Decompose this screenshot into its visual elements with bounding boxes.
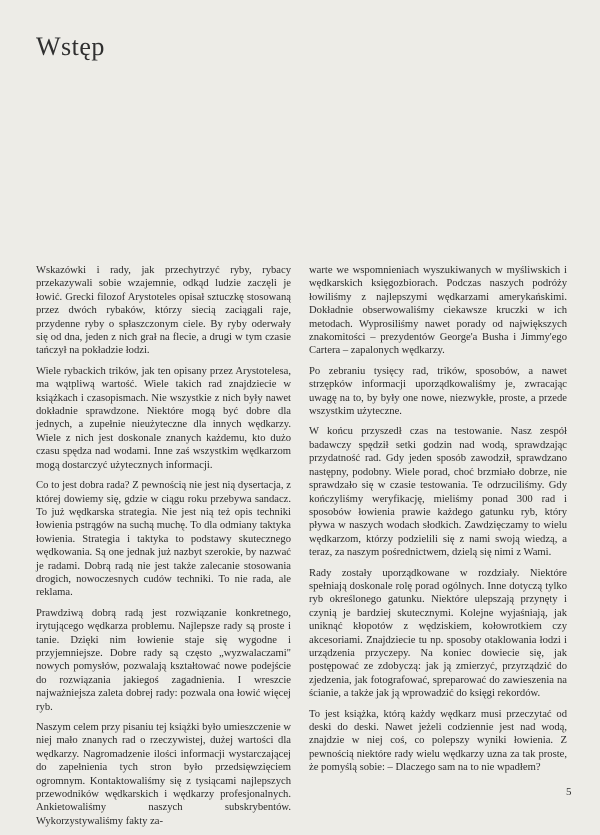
paragraph: Prawdziwą dobrą radą jest rozwiązanie konkretnego, irytującego wędkarza problemu. Najlepsze rady są proste i tanie. Dzięki nim łowienie staje się wygodne i przyjemniejsze. Dobre rady są często „wyzwalaczami" nowych pomysłów, pozwalają kształtować nowe podejście do rozwiązania jakiegoś zagadnienia. I wreszcie najważniejsza zaleta dobrej rady: pozwala ona łowić więcej ryb.	[36, 607, 291, 713]
paragraph: To jest książka, którą każdy wędkarz musi przeczytać od deski do deski. Nawet jeżeli codziennie jest nad wodą, znajdzie w niej coś, co polepszy wyniki łowienia. Z pewnością niektóre rady wielu wędkarzy uzna za tak proste, że pomyślą sobie: – Dlaczego sam na to nie wpadłem?	[309, 708, 567, 774]
paragraph: Wiele rybackich trików, jak ten opisany przez Arystotelesa, ma wątpliwą wartość. Wiele takich rad znajdziecie w książkach i czasopismach. Nie wszystkie z nich były nawet dokładnie sprawdzone. Niektóre mogą być dobre dla jednych, a zupełnie nieużyteczne dla innych wędkarzy. Wiele z nich jest doskonale znanych każdemu, kto dużo czasu spędza nad wodami. Inne zaś wszystkim wędkarzom mogą dostarczyć użytecznych informacji.	[36, 365, 291, 471]
page-title: Wstęp	[36, 32, 105, 61]
paragraph: Naszym celem przy pisaniu tej książki było umieszczenie w niej mało znanych rad o rzeczywistej, dużej wartości dla wędkarzy. Nagromadzenie ilości informacji wystarczającej do zapełnienia tych stron było przedsięwzięciem ogromnym. Kontaktowaliśmy się z tysiącami najlepszych przewodników wędkarskich i wędkarzy profesjonalnych. Ankietowaliśmy naszych subskrybentów. Wykorzystywaliśmy fakty za-	[36, 722, 291, 827]
paragraph: Co to jest dobra rada? Z pewnością nie jest nią dysertacja, z której dowiemy się, gdzie w ciągu roku przebywa sandacz. To już wędkarska strategia. Nie jest nią też opis techniki łowienia pstrągów na suchą muchę. To dla odmiany taktyka łowienia. Strategia i taktyka to podstawy skutecznego wędkowania. Są one jednak już nazbyt szerokie, by nazwać je radami. Dobrą radą nie jest także zalecanie stosowania drogich, nowoczesnych cudów techniki. To nie rada, ale reklama.	[36, 480, 291, 599]
paragraph: Wskazówki i rady, jak przechytrzyć ryby, rybacy przekazywali sobie wzajemnie, odkąd ludzie zaczęli je łowić. Grecki filozof Arystoteles opisał sztuczkę stosowaną przez dwóch rybaków, którzy siecią zaciągali raje, przydenne ryby o spłaszczonym ciele. By ryby oderwały się od dna, jeden z nich grał na flecie, a drugi w tym czasie tańczył na pokładzie łodzi.	[36, 265, 291, 357]
paragraph: W końcu przyszedł czas na testowanie. Nasz zespół badawczy spędził setki godzin nad wodą, sprawdzając przydatność rad. Gdy jeden sposób zawodził, sprawdzano następny, podobny. Wiele porad, choć brzmiało dobrze, nie sprawdzało się w czasie testowania. Te odrzuciliśmy. Gdy kończyliśmy weryfikację, mieliśmy ponad 300 rad i sposobów łowienia prawie każdego gatunku ryb, który pływa w naszych wodach słodkich. Zawdzięczamy to wielu wędkarzom, którzy podzielili się z nami swoją wiedzą, a teraz, za naszym pośrednictwem, dzielą się nimi z Wami.	[309, 426, 567, 559]
page-number: 5	[566, 786, 572, 798]
paragraph: warte we wspomnieniach wyszukiwanych w myśliwskich i wędkarskich księgozbiorach. Podczas naszych podróży łowiliśmy z najlepszymi wędkarzami amerykańskimi. Dokładnie obserwowaliśmy ciekawsze kruczki w ich metodach. Wyprosiliśmy nawet porady od największych znakomitości – prezydentów George'a Busha i Jimmy'ego Cartera – zapalonych wędkarzy.	[309, 265, 567, 357]
right-column	[309, 264, 567, 782]
paragraph: Po zebraniu tysięcy rad, trików, sposobów, a nawet strzępków informacji uporządkowaliśmy je, zwracając uwagę na to, by były one nowe, niezwykłe, proste, a przede wszystkim użyteczne.	[309, 365, 567, 418]
left-column	[36, 264, 291, 835]
paragraph: Rady zostały uporządkowane w rozdziały. Niektóre spełniają doskonale rolę porad ogólnych. Inne dotyczą tylko ryb określonego gatunku. Niektóre ulepszają przynęty i czynią je bardziej skutecznymi. Kolejne wyjaśniają, jak uniknąć kłopotów z wędziskiem, kołowrotkiem czy akcesoriami. Znajdziecie tu np. sposoby otaklowania łodzi i urządzenia przyczepy. Na koniec dowiecie się, jak postępować ze zdobyczą: jak ją zmierzyć, przyrządzić do zjedzenia, jak fotografować, spreparować do zawieszenia na ścianie, a także jak ją wprowadzić do księgi rekordów.	[309, 567, 567, 700]
